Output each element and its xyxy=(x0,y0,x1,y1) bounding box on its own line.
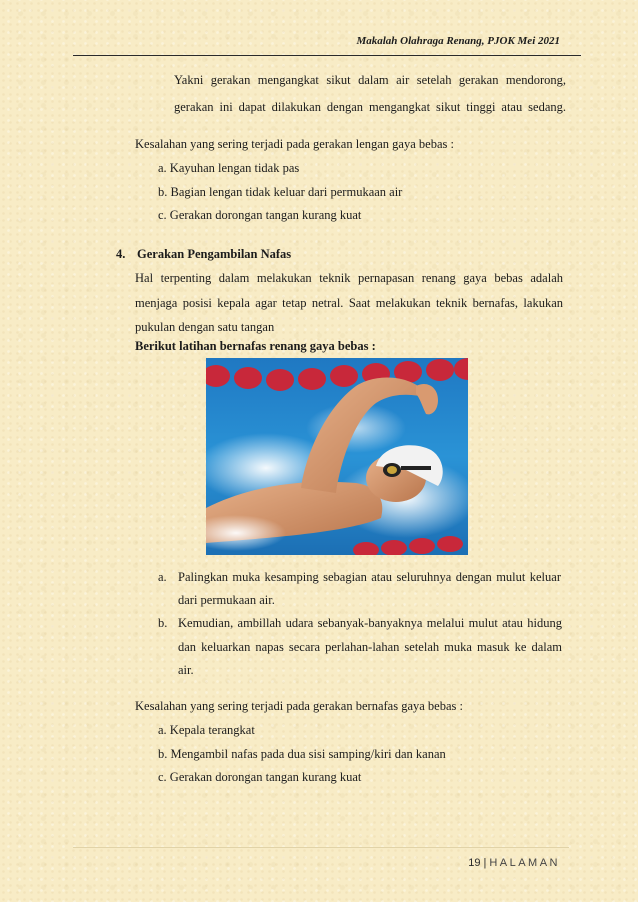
section-para-line-2: menjaga posisi kepala agar tetap netral. Saat melakukan teknik bernafas, lakukan xyxy=(135,296,563,310)
header-divider xyxy=(73,55,581,56)
step-a-line-2: dari permukaan air. xyxy=(178,593,275,607)
intro-line-2: gerakan ini dapat dilakukan dengan mengangkat sikut tinggi atau sedang. xyxy=(174,100,566,114)
step-b-line-3: air. xyxy=(178,663,194,677)
page-number: 19 xyxy=(468,857,481,869)
breath-error-item: c. Gerakan dorongan tangan kurang kuat xyxy=(158,770,362,784)
swimmer-photo xyxy=(206,358,468,555)
section-para-line-3: pukulan dengan satu tangan xyxy=(135,320,275,334)
arm-error-item: c. Gerakan dorongan tangan kurang kuat xyxy=(158,208,362,222)
footer-separator: | xyxy=(483,857,487,869)
footer-label: HALAMAN xyxy=(489,857,560,869)
section-para-line-1: Hal terpenting dalam melakukan teknik pernapasan renang gaya bebas adalah xyxy=(135,271,563,285)
step-marker-a: a. xyxy=(158,570,167,584)
arm-errors-heading: Kesalahan yang sering terjadi pada gerakan lengan gaya bebas : xyxy=(135,137,454,151)
breath-error-item: b. Mengambil nafas pada dua sisi samping/kiri dan kanan xyxy=(158,747,446,761)
arm-error-item: a. Kayuhan lengan tidak pas xyxy=(158,161,300,175)
breath-errors-heading: Kesalahan yang sering terjadi pada gerakan bernafas gaya bebas : xyxy=(135,699,463,713)
section-number: 4. xyxy=(116,247,126,261)
breath-error-item: a. Kepala terangkat xyxy=(158,723,255,737)
intro-line-1: Yakni gerakan mengangkat sikut dalam air setelah gerakan mendorong, xyxy=(174,73,566,87)
step-marker-b: b. xyxy=(158,616,168,630)
section-title: Gerakan Pengambilan Nafas xyxy=(137,247,292,261)
exercise-subheading: Berikut latihan bernafas renang gaya bebas : xyxy=(135,339,376,353)
running-header: Makalah Olahraga Renang, PJOK Mei 2021 xyxy=(356,35,560,47)
arm-error-item: b. Bagian lengan tidak keluar dari permukaan air xyxy=(158,185,403,199)
page-footer xyxy=(468,857,560,869)
step-b-line-2: dan keluarkan napas secara perlahan-lahan setelah muka masuk ke dalam xyxy=(178,640,562,654)
step-a-line-1: Palingkan muka kesamping sebagian atau seluruhnya dengan mulut keluar xyxy=(178,570,561,584)
step-b-line-1: Kemudian, ambillah udara sebanyak-banyaknya melalui mulut atau hidung xyxy=(178,616,562,630)
footer-divider xyxy=(73,847,569,848)
